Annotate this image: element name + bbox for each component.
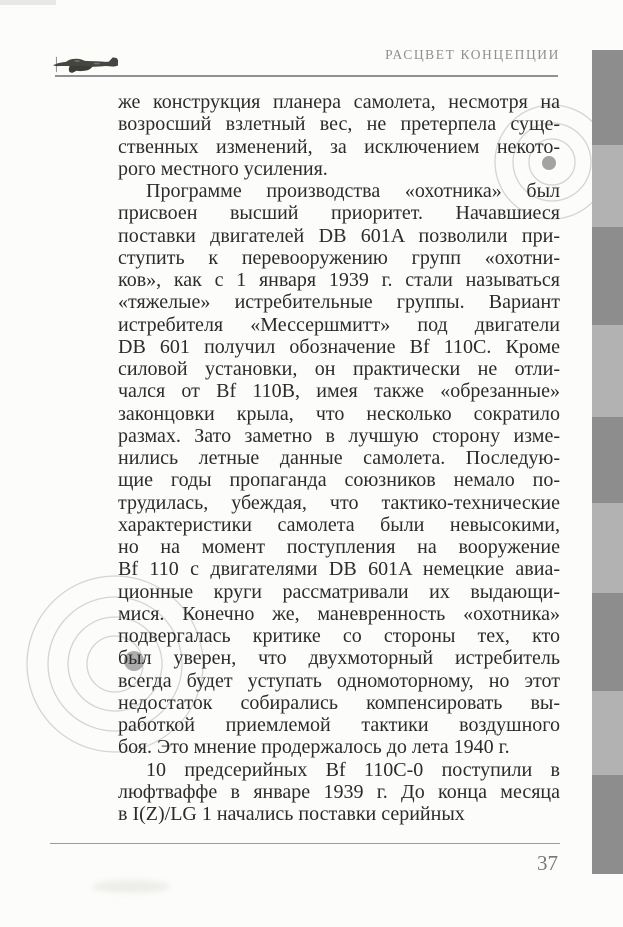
text-line: присвоен высший приоритет. Начавшиеся	[118, 202, 560, 225]
edge-tab-segment	[592, 325, 623, 417]
edge-tab-segment	[592, 775, 623, 874]
text-line: рого местного усиления.	[118, 157, 328, 180]
text-line: характеристики самолета были невысокими,	[118, 513, 560, 536]
text-line: Программе производства «охотника» был	[146, 180, 560, 202]
text-line: «тяжелые» истребительные группы. Вариант	[118, 291, 560, 314]
text-line: в I(Z)/LG 1 начались поставки серийных	[118, 803, 465, 825]
text-line: нились летные данные самолета. Последую-	[118, 447, 560, 469]
text-line: мися. Конечно же, маневренность «охотника»	[118, 602, 560, 625]
header-rule	[55, 75, 558, 77]
body-text	[118, 91, 560, 825]
edge-tab-segment	[592, 50, 623, 145]
edge-tab-segment	[592, 593, 623, 691]
edge-tab-segment	[592, 227, 623, 325]
text-line: возросший взлетный вес, не претерпела суще-	[118, 113, 560, 136]
running-header-title: РАСЦВЕТ КОНЦЕПЦИИ	[385, 47, 560, 62]
text-line: истребителя «Мессершмитт» под двигатели	[118, 313, 560, 336]
text-line: же конструкция планера самолета, несмотря на	[118, 91, 560, 113]
text-line: DB 601 получил обозначение Bf 110C. Кроме	[118, 335, 560, 358]
text-line: размах. Зато заметно в лучшую сторону изме-	[118, 424, 560, 447]
airplane-silhouette-icon	[52, 54, 120, 75]
text-line: законцовки крыла, что несколько сократило	[118, 402, 560, 425]
text-line: Bf 110 с двигателями DB 601A немецкие авиа-	[118, 558, 560, 581]
edge-tab-segment	[592, 417, 623, 503]
text-line: люфтваффе в январе 1939 г. До конца месяца	[118, 780, 560, 803]
text-line: боя. Это мнение продержалось до лета 1940 г.	[118, 736, 510, 759]
edge-tab-segment	[592, 145, 623, 227]
scan-streak-artifact	[0, 0, 56, 5]
edge-tab-segment	[592, 691, 623, 775]
text-line: ционные круги рассматривали их выдающи-	[118, 580, 560, 603]
scan-smudge-artifact	[92, 880, 170, 893]
text-line: подвергалась критике со стороны тех, кто	[118, 625, 560, 647]
text-line: 10 предсерийных Bf 110C-0 поступили в	[146, 758, 560, 781]
text-line: был уверен, что двухмоторный истребитель	[118, 647, 560, 670]
footer-rule	[50, 843, 560, 844]
text-line: чался от Bf 110B, имея также «обрезанные»	[118, 380, 560, 403]
text-line: поставки двигателей DB 601A позволили при-	[118, 224, 560, 247]
text-line: ступить к перевооружению групп «охотни-	[118, 246, 560, 269]
text-line: трудилась, убеждая, что тактико-технические	[118, 491, 560, 514]
text-line: недостаток собирались компенсировать вы-	[118, 691, 560, 714]
text-line: ков», как с 1 января 1939 г. стали называться	[118, 269, 560, 291]
text-line: щие годы пропаганда союзников немало по-	[118, 469, 560, 492]
text-line: но на момент поступления на вооружение	[118, 536, 560, 558]
page-edge-tab-strip	[592, 50, 623, 874]
text-line: работкой приемлемой тактики воздушного	[118, 714, 560, 736]
text-line: силовой установки, он практически не отли-	[118, 358, 560, 380]
text-line: ственных изменений, за исключением некото-	[118, 135, 560, 158]
edge-tab-segment	[592, 503, 623, 593]
page-number: 37	[537, 851, 558, 875]
text-line: всегда будет уступать одномоторному, но этот	[118, 669, 560, 692]
